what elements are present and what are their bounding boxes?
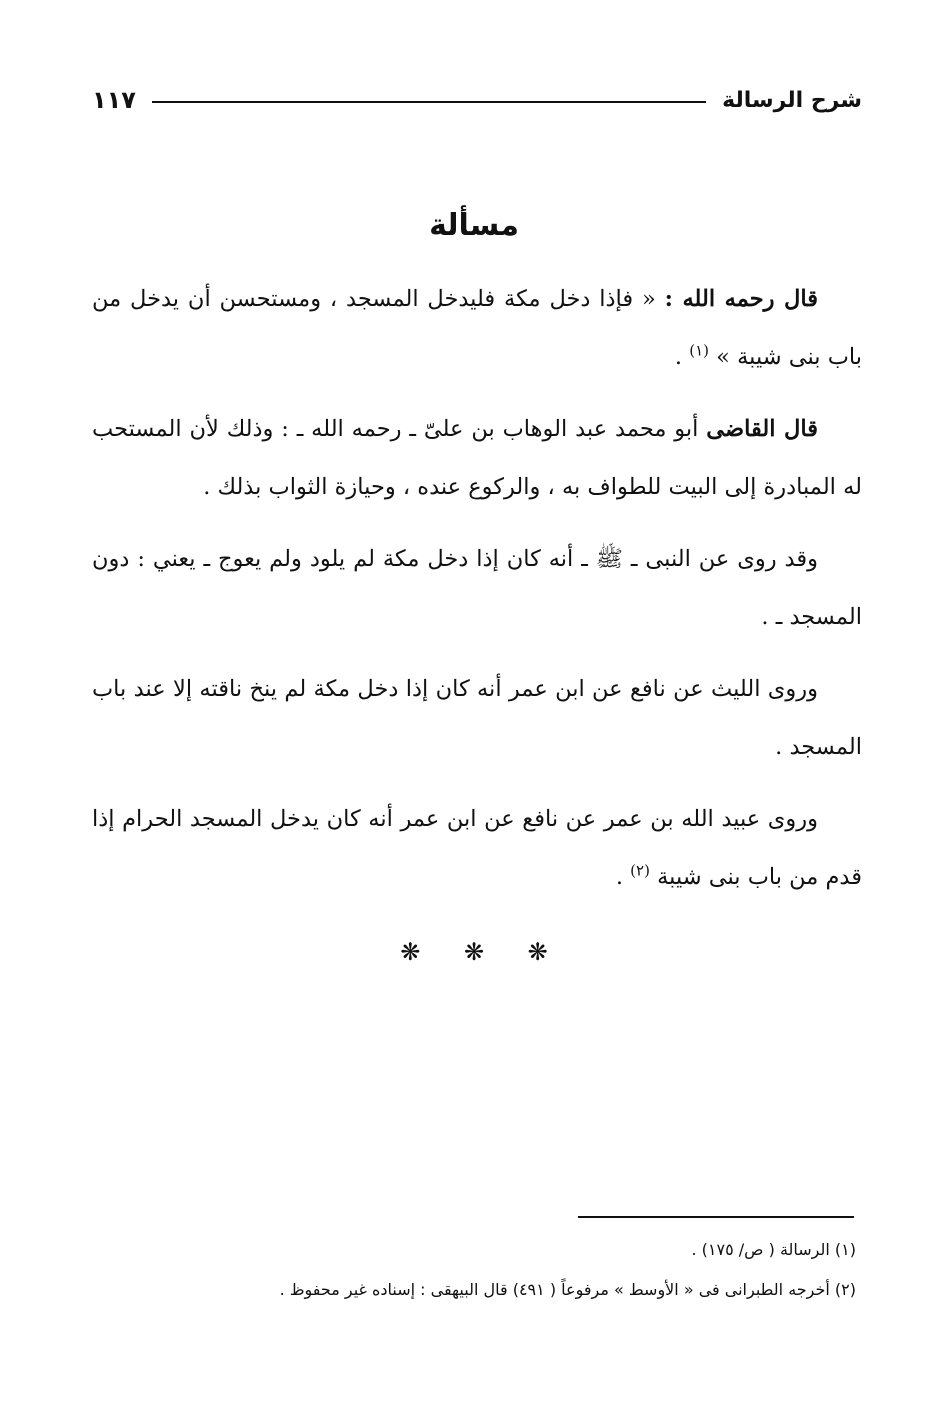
paragraph-2-text: أبو محمد عبد الوهاب بن علىّ ـ رحمه الله ـ : وذلك لأن المستحب له المبادرة إلى البيت للطواف به ، والركوع عنده ، وحيازة الثواب بذلك . xyxy=(92,416,862,500)
paragraph-1-end: . xyxy=(674,344,690,370)
paragraph-4-text: وروى الليث عن نافع عن ابن عمر أنه كان إذا دخل مكة لم ينخ ناقته إلا عند باب المسجد . xyxy=(92,676,862,760)
paragraph-1-text: « فإذا دخل مكة فليدخل المسجد ، ومستحسن أن يدخل من باب بنى شيبة » xyxy=(92,286,862,370)
paragraph-3-text: وقد روى عن النبى ـ ﷺ ـ أنه كان إذا دخل مكة لم يلود ولم يعوج ـ يعني : دون المسجد ـ . xyxy=(92,546,862,630)
paragraph-1-lead: قال رحمه الله : xyxy=(664,286,818,312)
page-number: ١١٧ xyxy=(92,86,136,114)
paragraph-5-text: وروى عبيد الله بن عمر عن نافع عن ابن عمر أنه كان يدخل المسجد الحرام إذا قدم من باب بنى شيبة xyxy=(92,806,862,890)
paragraph-1 xyxy=(92,270,862,386)
paragraph-3 xyxy=(92,530,862,646)
footnote-2: (٢) أخرجه الطبرانى فى « الأوسط » مرفوعاً ( ٤٩١) قال البيهقى : إسناده غير محفوظ . xyxy=(279,1280,856,1299)
header-title: شرح الرسالة xyxy=(722,87,862,113)
running-header xyxy=(92,80,862,120)
paragraph-4 xyxy=(92,660,862,776)
footnote-rule xyxy=(578,1216,854,1218)
paragraph-5 xyxy=(92,790,862,906)
footnote-ref-1: (١) xyxy=(689,341,710,360)
section-separator: ❋ ❋ ❋ xyxy=(400,938,548,966)
footnote-1: (١) الرسالة ( ص/ ١٧٥) . xyxy=(691,1240,856,1259)
paragraph-5-end: . xyxy=(615,864,631,890)
footnote-ref-2: (٢) xyxy=(630,861,650,880)
paragraph-2 xyxy=(92,400,862,516)
section-heading: مسألة xyxy=(429,208,519,243)
body-text xyxy=(92,270,862,920)
paragraph-2-lead: قال القاضى xyxy=(706,416,818,442)
header-rule xyxy=(152,101,706,103)
footnotes xyxy=(92,1230,856,1310)
